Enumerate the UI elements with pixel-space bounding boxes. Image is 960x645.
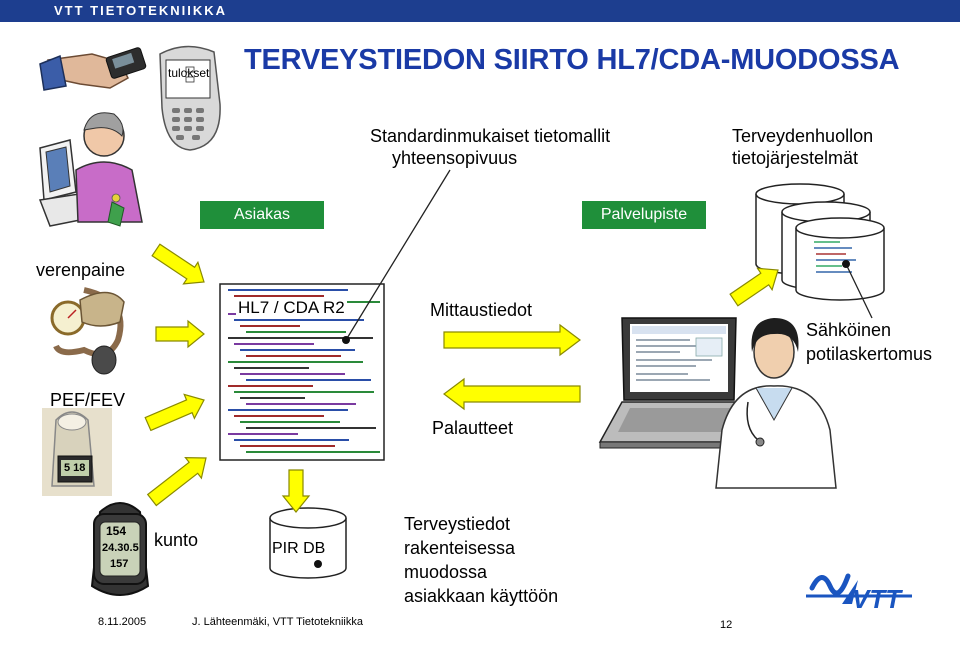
ehr-line1: Sähköinen xyxy=(806,320,892,340)
phone-label: tulokset xyxy=(168,66,210,80)
vtt-logo-text: VTT xyxy=(852,584,902,614)
info-line4: asiakkaan käyttöön xyxy=(404,586,559,606)
systems-line1: Terveydenhuollon xyxy=(732,126,874,146)
ehr-line2: potilaskertomus xyxy=(806,344,933,364)
info-line2: rakenteisessa xyxy=(404,538,516,558)
mittaustiedot-label: Mittaustiedot xyxy=(430,300,533,320)
watch-line1: 154 xyxy=(106,524,127,538)
arrow-mittaus-right xyxy=(444,325,580,355)
patient-at-computer-icon xyxy=(40,113,142,226)
footer-author: J. Lähteenmäki, VTT Tietotekniikka xyxy=(192,616,363,628)
arrow-watch-in xyxy=(148,458,206,506)
hl7-label: HL7 / CDA R2 xyxy=(238,298,345,317)
verenpaine-label: verenpaine xyxy=(36,260,126,280)
systems-line2: tietojärjestelmät xyxy=(732,148,859,168)
meter-reading: 5 18 xyxy=(64,462,86,474)
footer-date: 8.11.2005 xyxy=(98,616,147,628)
handheld-device-icon xyxy=(40,47,147,90)
mobile-phone-icon xyxy=(160,46,220,150)
info-line1: Terveystiedot xyxy=(404,514,511,534)
pirdb-label: PIR DB xyxy=(272,540,326,557)
database-cylinders-icon xyxy=(756,184,884,300)
arrow-to-db xyxy=(730,268,778,306)
kunto-label: kunto xyxy=(154,530,199,550)
asiakas-label: Asiakas xyxy=(200,201,324,229)
arrow-bp-in xyxy=(152,244,204,284)
palautteet-label: Palautteet xyxy=(432,418,514,438)
footer-page: 12 xyxy=(720,619,733,631)
arrow-to-pirdb xyxy=(283,470,309,512)
standards-line1: Standardinmukaiset tietomallit xyxy=(370,126,611,146)
palvelupiste-label: Palvelupiste xyxy=(582,201,706,229)
watch-line2: 24.30.5 xyxy=(102,542,139,554)
peak-flow-meter-icon xyxy=(42,408,112,496)
standards-line2: yhteensopivuus xyxy=(392,148,518,168)
slide-title: TERVEYSTIEDON SIIRTO HL7/CDA-MUODOSSA xyxy=(244,44,900,76)
info-line3: muodossa xyxy=(404,562,488,582)
blood-pressure-meter-icon xyxy=(52,290,124,374)
header-org: VTT TIETOTEKNIIKKA xyxy=(54,3,227,18)
arrow-bp-out xyxy=(156,321,204,347)
arrow-palautteet-left xyxy=(444,379,580,409)
watch-line3: 157 xyxy=(110,558,129,570)
arrow-pef-in xyxy=(145,394,204,430)
pef-label: PEF/FEV xyxy=(50,390,126,410)
